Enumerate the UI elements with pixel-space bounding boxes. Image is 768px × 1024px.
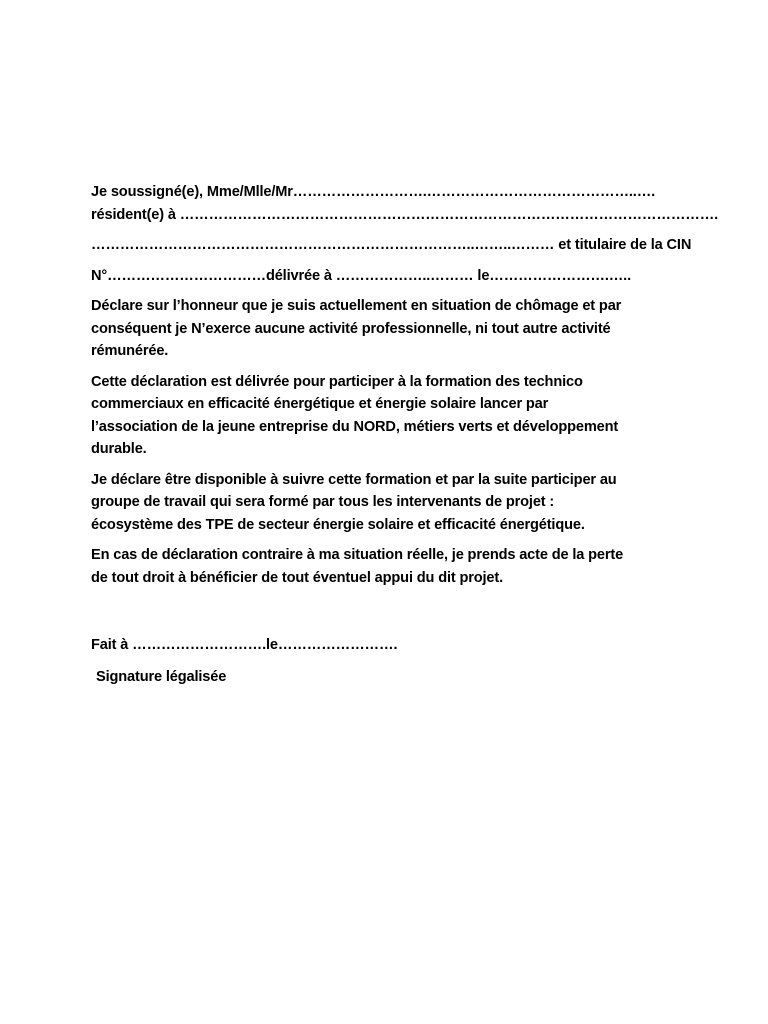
declaration-body [91,181,719,688]
identity-line-residence: résident(e) à …………………………………………………………………………………………………. [91,206,719,223]
signature-label: Signature légalisée [96,668,227,685]
identity-line-cin: ……………………………………………………………………..……..……… et titulaire de la CIN [91,237,692,253]
paragraph-line: Je déclare être disponible à suivre cette formation et par la suite participer au [91,471,617,488]
paragraph-line: groupe de travail qui sera formé par tous les intervenants de projet : [91,494,555,510]
paragraph-line: commerciaux en efficacité énergétique et énergie solaire lancer par [91,396,549,412]
paragraph-line: rémunérée. [91,343,169,359]
paragraph-line: Cette déclaration est délivrée pour participer à la formation des technico [91,373,583,390]
paragraph-line: de tout droit à bénéficier de tout éventuel appui du dit projet. [91,569,504,586]
paragraph-availability [91,469,681,537]
identity-line-name: Je soussigné(e), Mme/Mlle/Mr……………………….……………………………………..…. [91,184,656,200]
paragraph-line: durable. [91,441,147,457]
paragraph-line: conséquent je N’exerce aucune activité professionnelle, ni tout autre activité [91,320,611,337]
paragraph-line: l’association de la jeune entreprise du NORD, métiers verts et développement [91,418,619,435]
identity-block [91,181,719,226]
paragraph-unemployment [91,295,681,363]
identity-line-number: N°……………………………délivrée à ………………..……… le…………………….….. [91,267,631,284]
paragraph-line: écosystème des TPE de secteur énergie solaire et efficacité énergétique. [91,516,585,533]
paragraph-line: Déclare sur l’honneur que je suis actuellement en situation de chômage et par [91,298,622,314]
paragraph-purpose [91,371,681,461]
paragraph-false-declaration [91,544,681,589]
paragraph-line: En cas de déclaration contraire à ma situation réelle, je prends acte de la perte [91,547,624,563]
place-date-line: Fait à ……………………….le……………………. [91,637,398,653]
